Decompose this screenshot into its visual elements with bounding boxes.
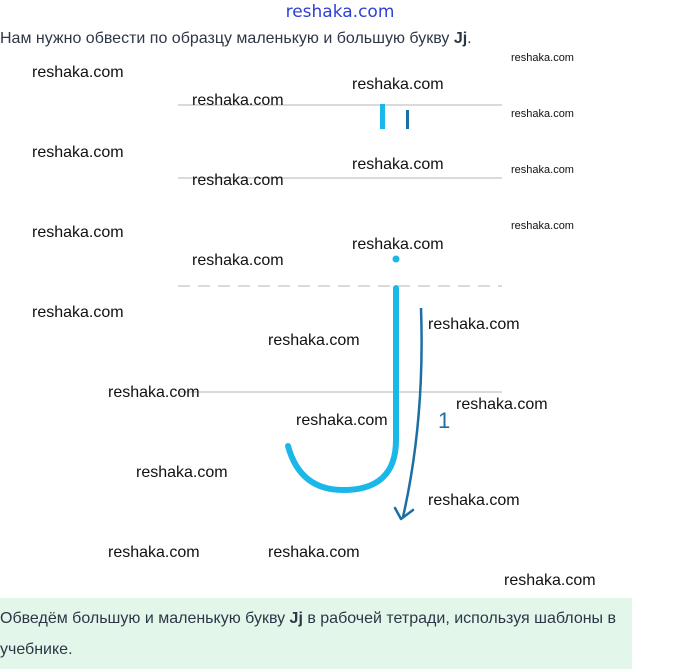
sample-stroke-thin: [406, 110, 409, 129]
stroke-number: 1: [438, 408, 451, 433]
watermark: reshaka.com: [511, 52, 574, 64]
site-link[interactable]: reshaka.com: [285, 2, 395, 22]
watermark: reshaka.com: [428, 492, 520, 509]
direction-arrow: [403, 308, 422, 517]
note-letters: Jj: [289, 610, 303, 627]
sample-stroke-thick: [380, 104, 385, 129]
watermark: reshaka.com: [32, 224, 124, 241]
watermark: reshaka.com: [32, 144, 124, 161]
watermark: reshaka.com: [32, 304, 124, 321]
letter-dot: [393, 256, 400, 263]
watermark: reshaka.com: [136, 464, 228, 481]
watermark: reshaka.com: [32, 64, 124, 81]
watermark: reshaka.com: [352, 156, 444, 173]
watermark: reshaka.com: [268, 332, 360, 349]
watermark: reshaka.com: [192, 252, 284, 269]
watermark: reshaka.com: [456, 396, 548, 413]
instruction-note: [0, 598, 632, 669]
watermark: reshaka.com: [428, 316, 520, 333]
intro-end: .: [467, 30, 472, 47]
watermark: reshaka.com: [352, 76, 444, 93]
watermark: reshaka.com: [192, 92, 284, 109]
intro-text-main: Нам нужно обвести по образцу маленькую и большую букву: [0, 30, 454, 47]
watermark: reshaka.com: [192, 172, 284, 189]
watermark: reshaka.com: [108, 384, 200, 401]
watermark: reshaka.com: [504, 572, 596, 589]
watermark: reshaka.com: [268, 544, 360, 561]
watermark: reshaka.com: [511, 164, 574, 176]
watermark: reshaka.com: [511, 108, 574, 120]
letter-j-stroke: [288, 288, 396, 490]
watermark: reshaka.com: [352, 236, 444, 253]
watermark: reshaka.com: [296, 412, 388, 429]
note-text-after: в рабочей тетради, используя шаблоны в учебнике.: [0, 610, 616, 658]
note-text-before: Обведём большую и маленькую букву: [0, 610, 290, 627]
watermark: reshaka.com: [108, 544, 200, 561]
watermark: reshaka.com: [511, 220, 574, 232]
intro-letters: Jj: [453, 30, 468, 47]
